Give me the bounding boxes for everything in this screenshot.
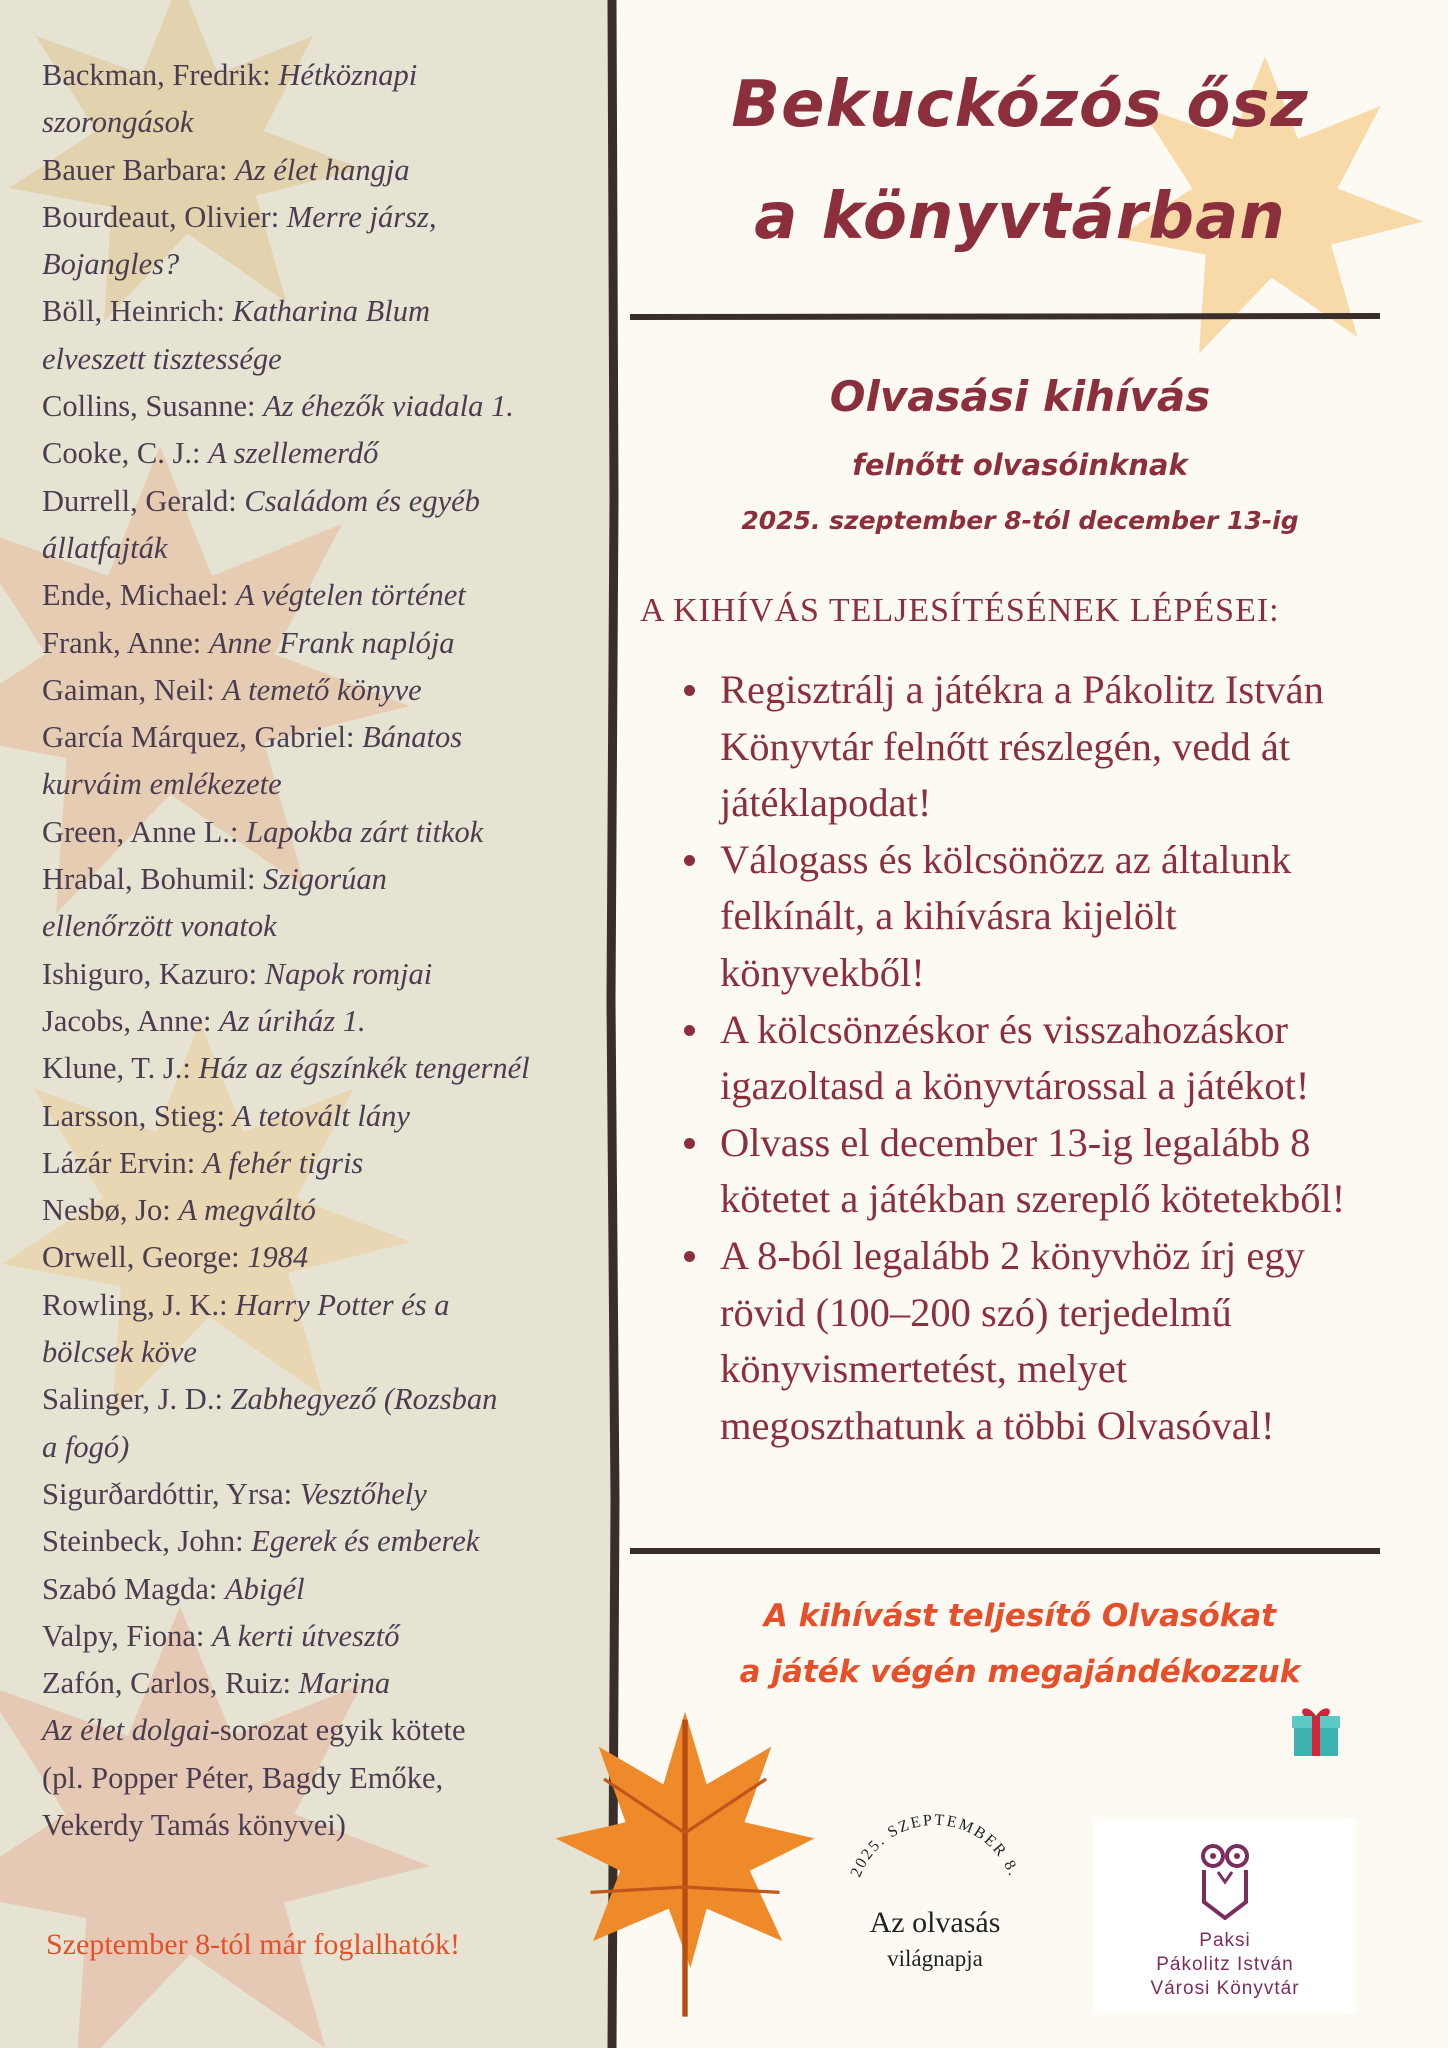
- book-list-item: [42, 1329, 602, 1376]
- book-title: szorongások: [42, 105, 194, 140]
- svg-text:2025. SZEPTEMBER 8.: [848, 1812, 1023, 1880]
- book-author: Sigurðardóttir, Yrsa:: [42, 1476, 300, 1511]
- maple-leaf-icon: [550, 1695, 820, 2025]
- book-list-item: [42, 99, 602, 146]
- book-author: Frank, Anne:: [42, 625, 209, 660]
- book-list-item: [42, 667, 602, 714]
- book-title: Hétköznapi: [278, 58, 418, 92]
- book-list-item: [42, 288, 602, 335]
- book-author: Backman, Fredrik:: [42, 58, 279, 92]
- series-suffix: -sorozat egyik kötete: [209, 1713, 466, 1748]
- book-list-item: [42, 1187, 602, 1234]
- reservation-note: Szeptember 8-tól már foglalhatók!: [46, 1928, 461, 1961]
- book-list-item: [42, 525, 602, 572]
- book-list-item: [42, 383, 602, 430]
- reward-line-1: A kihívást teljesítő Olvasókat: [763, 1598, 1277, 1634]
- book-author: Jacobs, Anne:: [42, 1003, 220, 1038]
- book-title: A szellemerdő: [208, 436, 379, 471]
- book-list-item: [42, 478, 602, 525]
- library-logo: [1094, 1818, 1356, 2014]
- book-author: Larsson, Stieg:: [42, 1098, 233, 1133]
- book-title: Szigorúan: [263, 862, 387, 897]
- book-title: A kerti útvesztő: [212, 1618, 400, 1653]
- world-day-title: Az olvasás: [869, 1906, 1001, 1939]
- book-author: Lázár Ervin:: [42, 1145, 203, 1180]
- book-title: Harry Potter és a: [235, 1287, 450, 1322]
- book-list-item: [42, 1045, 602, 1092]
- horizontal-rule: [630, 312, 1380, 322]
- book-list-item: [42, 1802, 602, 1849]
- library-name-line-1: Paksi: [1199, 1930, 1251, 1951]
- library-name-line-2: Pákolitz István: [1156, 1954, 1294, 1975]
- poster-title-line-2: a könyvtárban: [754, 180, 1286, 254]
- book-title: Ház az égszínkék tengernél: [198, 1051, 530, 1086]
- poster-title-line-1: Bekuckózós ősz: [731, 68, 1309, 142]
- book-title: Merre jársz,: [286, 199, 437, 234]
- book-list-item: [42, 761, 602, 808]
- book-author: Böll, Heinrich:: [42, 294, 233, 329]
- book-title: ellenőrzött vonatok: [42, 909, 277, 944]
- book-author: Zafón, Carlos, Ruiz:: [42, 1666, 299, 1701]
- reward-line-2: a játék végén megajándékozzuk: [739, 1654, 1301, 1690]
- book-title: A megváltó: [178, 1193, 316, 1228]
- book-list-item: [42, 1755, 602, 1802]
- book-list-item: [42, 430, 602, 477]
- step-item: A 8-ból legalább 2 könyvhöz írj egy rövid (100–200 szó) terjedelmű könyvismertetést, melyet megoszthatunk a többi Olvasóval!: [678, 1228, 1378, 1454]
- book-author: García Márquez, Gabriel:: [42, 720, 363, 755]
- book-title: 1984: [247, 1240, 309, 1275]
- book-list-item: [42, 1660, 602, 1707]
- book-author: Gaiman, Neil:: [42, 672, 223, 707]
- book-list-item: [42, 1093, 602, 1140]
- book-list-item: [42, 1518, 602, 1565]
- book-title: állatfajták: [42, 530, 168, 565]
- book-title: Abigél: [224, 1571, 305, 1606]
- book-list-item: [42, 1471, 602, 1518]
- book-list-item: [42, 903, 602, 950]
- book-title: a fogó): [42, 1429, 130, 1464]
- book-title: Bojangles?: [42, 247, 180, 282]
- book-author: Ishiguro, Kazuro:: [42, 956, 265, 991]
- book-list-item: [42, 1613, 602, 1660]
- book-title: A temető könyve: [222, 672, 422, 707]
- book-author: Rowling, J. K.:: [42, 1287, 236, 1322]
- book-list-item: [42, 620, 602, 667]
- book-author: (pl. Popper Péter, Bagdy Emőke,: [42, 1760, 444, 1795]
- book-title: Az élet hangja: [235, 152, 410, 187]
- book-list-item: [42, 336, 602, 383]
- book-list-item: [42, 572, 602, 619]
- step-item: Regisztrálj a játékra a Pákolitz István Könyvtár felnőtt részlegén, vedd át játéklapodat!: [678, 662, 1378, 832]
- book-author: Szabó Magda:: [42, 1571, 225, 1606]
- owl-logo-icon: [1198, 1840, 1252, 1920]
- book-list-item: [42, 241, 602, 288]
- book-author: Orwell, George:: [42, 1240, 248, 1275]
- book-author: Nesbø, Jo:: [42, 1193, 179, 1228]
- challenge-title: Olvasási kihívás: [829, 372, 1211, 421]
- book-list-item: [42, 1424, 602, 1471]
- book-list-item: [42, 1140, 602, 1187]
- book-title: Marina: [298, 1666, 391, 1701]
- book-author: Ende, Michael:: [42, 578, 236, 613]
- book-title: Katharina Blum: [232, 294, 431, 329]
- book-author: Valpy, Fiona:: [42, 1618, 212, 1653]
- book-list-item: [42, 1707, 602, 1754]
- book-title: Zabhegyező (Rozsban: [230, 1382, 498, 1417]
- book-author: Salinger, J. D.:: [42, 1382, 231, 1417]
- book-title: Az élet dolgai: [42, 1713, 210, 1748]
- book-author: Bauer Barbara:: [42, 152, 236, 187]
- book-list-item: [42, 147, 602, 194]
- book-list-item: [42, 194, 602, 241]
- book-author: Cooke, C. J.:: [42, 436, 209, 471]
- book-title: Napok romjai: [264, 956, 433, 991]
- book-title: A fehér tigris: [202, 1145, 364, 1180]
- steps-list: [678, 662, 1378, 1454]
- book-title: Anne Frank naplója: [208, 625, 455, 660]
- book-author: Vekerdy Tamás könyvei): [42, 1807, 346, 1842]
- step-item: Olvass el december 13-ig legalább 8 kötetet a játékban szereplő kötetekből!: [678, 1115, 1378, 1228]
- book-list-item: [42, 714, 602, 761]
- book-list-item: [42, 1376, 602, 1423]
- challenge-dates: 2025. szeptember 8-tól december 13-ig: [741, 506, 1299, 535]
- book-author: Bourdeaut, Olivier:: [42, 199, 287, 234]
- book-list-item: [42, 1234, 602, 1281]
- gift-icon: [1290, 1702, 1342, 1758]
- book-title: kurváim emlékezete: [42, 767, 282, 802]
- step-item: Válogass és kölcsönözz az általunk felkínált, a kihívásra kijelölt könyvekből!: [678, 832, 1378, 1002]
- book-list-item: [42, 856, 602, 903]
- book-title: Vesztőhely: [299, 1476, 427, 1511]
- book-list-item: [42, 1282, 602, 1329]
- book-title: elveszett tisztessége: [42, 341, 282, 376]
- book-title: bölcsek köve: [42, 1335, 197, 1370]
- book-title: Az éhezők viadala 1.: [263, 389, 514, 424]
- book-author: Green, Anne L.:: [42, 814, 247, 849]
- book-list-item: [42, 809, 602, 856]
- book-list-item: [42, 951, 602, 998]
- book-title: Lapokba zárt titkok: [246, 814, 484, 849]
- step-item: A kölcsönzéskor és visszahozáskor igazoltasd a könyvtárossal a játékot!: [678, 1002, 1378, 1115]
- horizontal-rule: [630, 1546, 1380, 1556]
- book-list-panel: [0, 0, 612, 2048]
- book-title: Családom és egyéb: [244, 483, 480, 518]
- book-list-item: [42, 1566, 602, 1613]
- book-author: Durrell, Gerald:: [42, 483, 245, 518]
- book-list-item: [42, 52, 602, 99]
- book-author: Steinbeck, John:: [42, 1524, 252, 1559]
- book-author: Hrabal, Bohumil:: [42, 862, 264, 897]
- book-title: Az úriház 1.: [219, 1003, 366, 1038]
- book-list: [42, 52, 602, 1849]
- book-author: Klune, T. J.:: [42, 1051, 199, 1086]
- steps-heading: A KIHÍVÁS TELJESÍTÉSÉNEK LÉPÉSEI:: [640, 592, 1280, 629]
- book-title: A tetovált lány: [232, 1098, 410, 1133]
- world-day-date: 2025. SZEPTEMBER 8.: [847, 1811, 1023, 1880]
- library-name-line-3: Városi Könyvtár: [1150, 1978, 1300, 1999]
- book-title: Bánatos: [362, 720, 463, 755]
- book-author: Collins, Susanne:: [42, 389, 264, 424]
- challenge-audience: felnőtt olvasóinknak: [852, 448, 1188, 482]
- book-title: Egerek és emberek: [251, 1524, 480, 1559]
- world-day-subtitle: világnapja: [887, 1946, 983, 1971]
- book-list-item: [42, 998, 602, 1045]
- book-title: A végtelen történet: [235, 578, 466, 613]
